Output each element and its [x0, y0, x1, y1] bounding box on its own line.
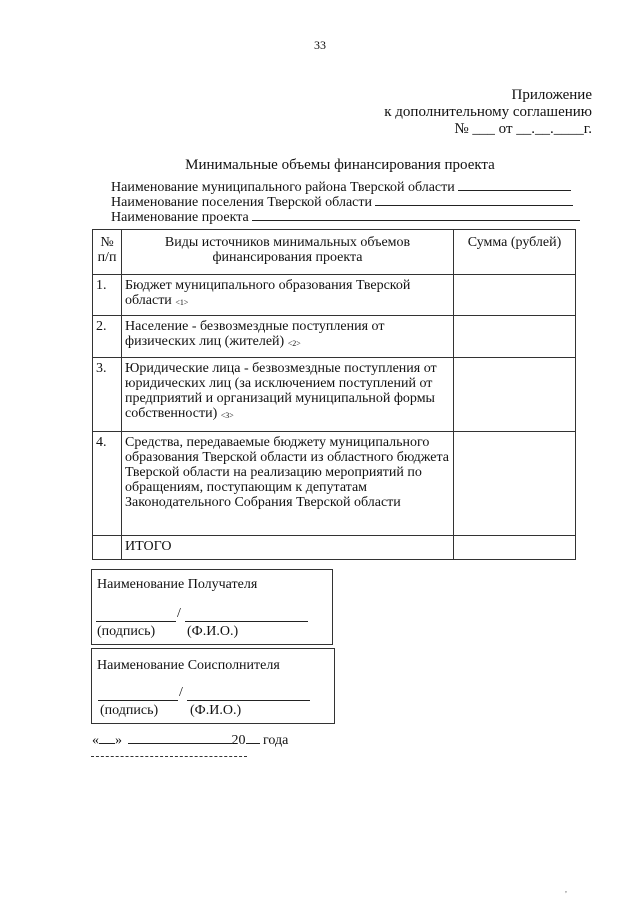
- project-label: Наименование проекта: [111, 210, 249, 225]
- row-source: [122, 358, 454, 432]
- year-prefix: 20: [231, 733, 246, 748]
- row-num: 3.: [93, 358, 122, 432]
- coexecutor-signature-label: (подпись): [100, 703, 159, 718]
- district-label: Наименование муниципального района Тверской области: [111, 180, 455, 195]
- financing-table: [92, 229, 576, 560]
- header-num: № п/п: [93, 230, 122, 275]
- year-blank[interactable]: [246, 731, 260, 744]
- page-number: 33: [314, 38, 326, 52]
- header-sum: Сумма (рублей): [454, 230, 576, 275]
- table-header-row: [93, 230, 576, 275]
- row-text: Бюджет муниципального образования Тверской области: [125, 278, 411, 308]
- recipient-title: Наименование Получателя: [97, 577, 258, 592]
- table-row: [93, 316, 576, 358]
- header-source: Виды источников минимальных объемов финансирования проекта: [122, 230, 454, 275]
- footnote-ref: <3>: [220, 411, 234, 420]
- total-label: ИТОГО: [122, 536, 454, 560]
- coexecutor-box: [91, 648, 335, 724]
- table-row: [93, 432, 576, 536]
- footnote-ref: <1>: [175, 298, 189, 307]
- project-blank[interactable]: [252, 208, 580, 221]
- year-suffix: года: [263, 733, 289, 748]
- settlement-blank[interactable]: [375, 193, 573, 206]
- corner-mark: ,: [565, 885, 567, 894]
- row-num: 1.: [93, 275, 122, 316]
- coexecutor-slash: /: [179, 685, 183, 700]
- row-num: 4.: [93, 432, 122, 536]
- recipient-name-line[interactable]: [185, 621, 308, 622]
- recipient-signature-line[interactable]: [96, 621, 176, 622]
- row-source: [122, 275, 454, 316]
- row-sum[interactable]: [454, 316, 576, 358]
- district-blank[interactable]: [458, 178, 571, 191]
- date-line: [92, 731, 288, 749]
- total-num: [93, 536, 122, 560]
- row-text: Население - безвозмездные поступления от физических лиц (жителей): [125, 319, 385, 349]
- recipient-box: [91, 569, 333, 645]
- appendix-line-3: № ___ от __.__.____г.: [454, 121, 592, 137]
- footnote-separator: [91, 756, 247, 757]
- month-blank[interactable]: [128, 731, 232, 744]
- date-close-quote: »: [115, 733, 122, 748]
- settlement-label: Наименование поселения Тверской области: [111, 195, 372, 210]
- row-sum[interactable]: [454, 275, 576, 316]
- coexecutor-name-label: (Ф.И.О.): [190, 703, 242, 718]
- footnote-ref: <2>: [287, 339, 301, 348]
- total-sum[interactable]: [454, 536, 576, 560]
- appendix-line-1: Приложение: [511, 87, 592, 103]
- appendix-line-2: к дополнительному соглашению: [384, 104, 592, 120]
- recipient-name-label: (Ф.И.О.): [187, 624, 239, 639]
- recipient-signature-label: (подпись): [97, 624, 156, 639]
- row-sum[interactable]: [454, 358, 576, 432]
- coexecutor-signature-line[interactable]: [98, 700, 178, 701]
- project-field: [111, 208, 580, 226]
- row-sum[interactable]: [454, 432, 576, 536]
- row-num: 2.: [93, 316, 122, 358]
- row-text: Юридические лица - безвозмездные поступления от юридических лиц (за исключением поступлений от предприятий и организаций муниципальной формы собственности): [125, 361, 437, 421]
- row-source: [122, 432, 454, 536]
- coexecutor-name-line[interactable]: [187, 700, 310, 701]
- table-row: [93, 275, 576, 316]
- day-blank[interactable]: [99, 731, 115, 744]
- total-row: [93, 536, 576, 560]
- recipient-slash: /: [177, 606, 181, 621]
- document-title: Минимальные объемы финансирования проекта: [185, 157, 495, 173]
- table-row: [93, 358, 576, 432]
- row-text: Средства, передаваемые бюджету муниципального образования Тверской области из областного бюджета Тверской области на реализацию мероприятий по обращениям, поступающим к депутатам Законодательного Собрания Тверской области: [125, 435, 449, 510]
- row-source: [122, 316, 454, 358]
- coexecutor-title: Наименование Соисполнителя: [97, 658, 280, 673]
- date-open-quote: «: [92, 733, 99, 748]
